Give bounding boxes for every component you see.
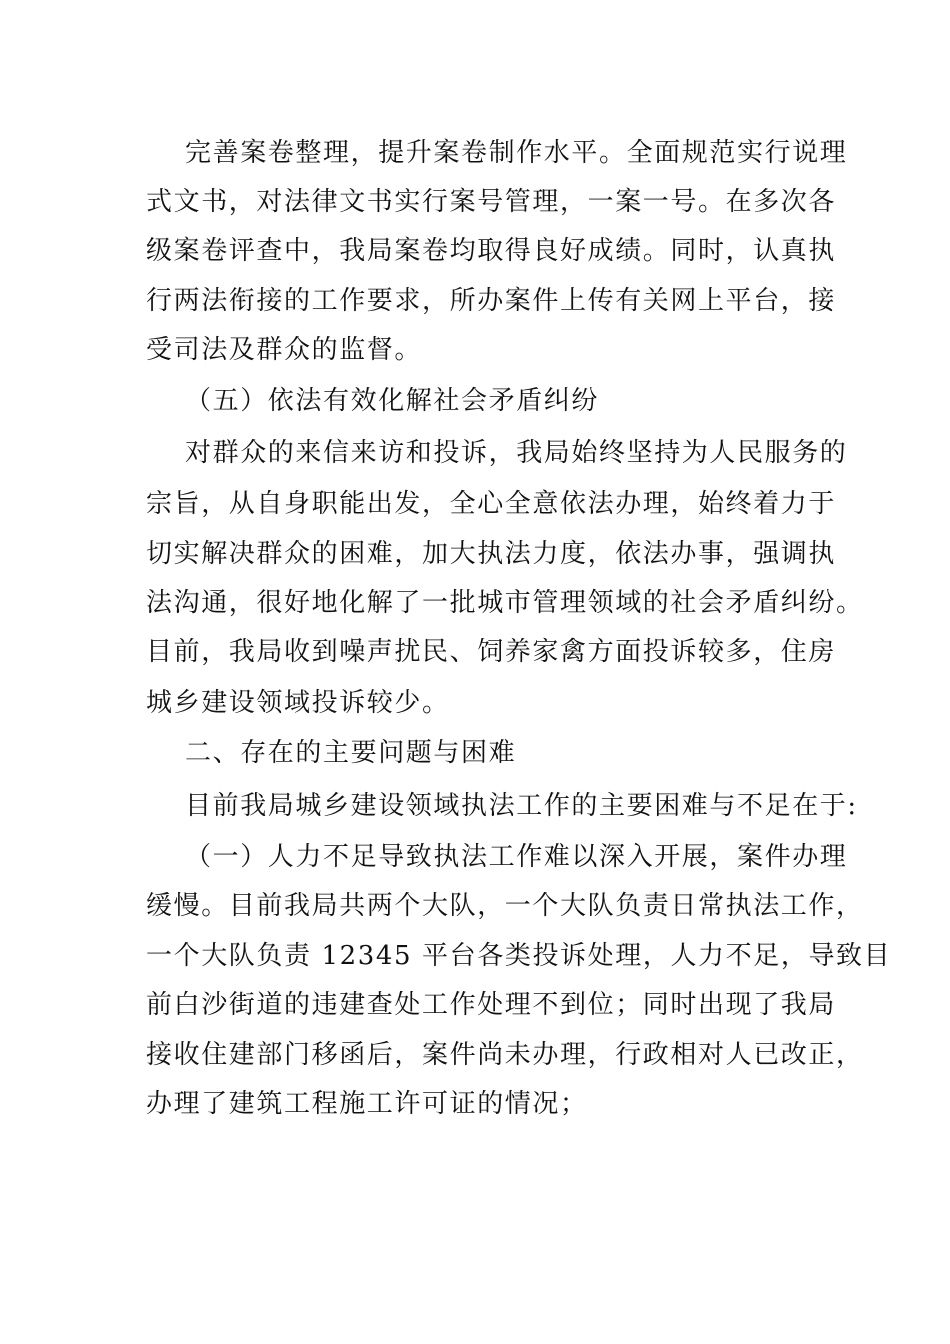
text-line: 法沟通，很好地化解了一批城市管理领域的社会矛盾纠纷。 (146, 588, 864, 618)
text-line: 城乡建设领域投诉较少。 (146, 688, 450, 718)
text-line: 对群众的来信来访和投诉，我局始终坚持为人民服务的 (185, 438, 848, 468)
text-line: 办理了建筑工程施工许可证的情况； (146, 1089, 588, 1119)
text-line: 接收住建部门移函后，案件尚未办理，行政相对人已改正， (146, 1040, 864, 1070)
text-line: 行两法衔接的工作要求，所办案件上传有关网上平台，接 (146, 286, 837, 316)
text-line: 目前，我局收到噪声扰民、饲养家禽方面投诉较多，住房 (146, 637, 837, 667)
text-line: 一个大队负责 12345 平台各类投诉处理，人力不足，导致目 (146, 941, 892, 971)
text-line: 完善案卷整理，提升案卷制作水平。全面规范实行说理 (185, 138, 848, 168)
text-line: 切实解决群众的困难，加大执法力度，依法办事，强调执 (146, 539, 837, 569)
subsection-heading: （一）人力不足导致执法工作难以深入开展，案件办理 (185, 842, 848, 872)
text-line: 目前我局城乡建设领域执法工作的主要困难与不足在于: (185, 791, 858, 821)
text-line: 受司法及群众的监督。 (146, 335, 423, 365)
text-line: 缓慢。目前我局共两个大队，一个大队负责日常执法工作， (146, 891, 864, 921)
text-line: 式文书，对法律文书实行案号管理，一案一号。在多次各 (146, 187, 837, 217)
section-heading: 二、存在的主要问题与困难 (185, 738, 517, 768)
text-line: 宗旨，从自身职能出发，全心全意依法办理，始终着力于 (146, 489, 837, 519)
text-line: 级案卷评查中，我局案卷均取得良好成绩。同时，认真执 (146, 236, 837, 266)
text-line: 前白沙街道的违建查处工作处理不到位；同时出现了我局 (146, 990, 837, 1020)
section-heading: （五）依法有效化解社会矛盾纠纷 (185, 386, 600, 416)
